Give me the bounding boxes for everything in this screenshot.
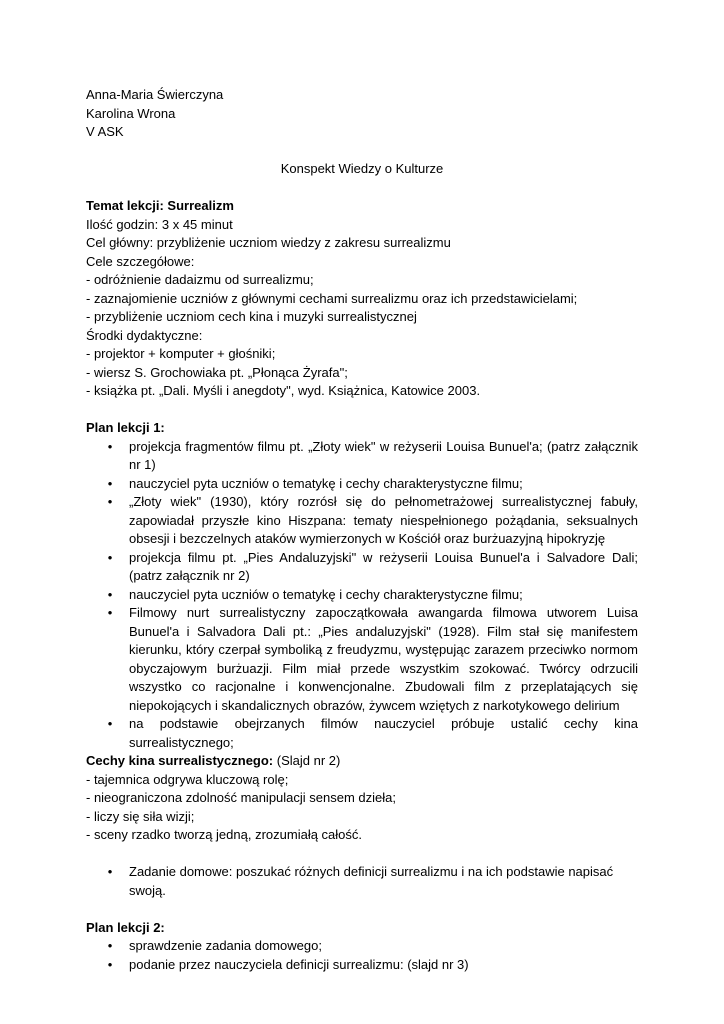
- features-heading-line: [86, 752, 638, 771]
- document-page: [86, 86, 638, 974]
- main-goal: Cel główny: przybliżenie uczniom wiedzy z zakresu surrealizmu: [86, 235, 451, 250]
- goal-item: - odróżnienie dadaizmu od surrealizmu;: [86, 272, 314, 287]
- feature-item: - liczy się siła wizji;: [86, 808, 195, 824]
- means-item: - wiersz S. Grochowiaka pt. „Płonąca Żyrafa";: [86, 364, 348, 380]
- list-item-text: nauczyciel pyta uczniów o tematykę i cechy charakterystyczne filmu;: [129, 475, 523, 491]
- feature-item: - nieograniczona zdolność manipulacji sensem dzieła;: [86, 790, 397, 805]
- list-item-text: sprawdzenie zadania domowego;: [129, 938, 322, 953]
- homework-text: Zadanie domowe: poszukać różnych definicji surrealizmu i na ich podstawie napisać swoją.: [129, 864, 614, 898]
- list-item: [86, 604, 638, 715]
- list-item-text: Filmowy nurt surrealistyczny zapoczątkowała awangarda filmowa utworem Luisa Bunuel'a i Salvadora Dali pt.: „Pies andaluzyjski" (1928). Film stał się manifestem kierunku, który czerpał symboliką z freudyzmu, występując zarazem przeciwko normom obyczajowym burżuazji. Film miał przede wszystkim szokować. Twórcy odrzucili wszystko co racjonalne i konwencjonalne. Zbudowali film z przeplatających się niepokojących i skandalicznych obrazów, żywcem wziętych z narkotykowego delirium: [129, 605, 638, 713]
- features-heading: Cechy kina surrealistycznego:: [86, 753, 274, 768]
- bullet-icon: •: [107, 475, 113, 491]
- list-item: [86, 937, 638, 956]
- bullet-icon: •: [107, 864, 113, 879]
- features-slide-ref: (Slajd nr 2): [273, 753, 341, 768]
- list-item-text: podanie przez nauczyciela definicji surrealizmu: (slajd nr 3): [129, 956, 469, 972]
- plan-1-heading: Plan lekcji 1:: [86, 420, 165, 435]
- bullet-icon: •: [107, 586, 113, 602]
- bullet-icon: •: [107, 549, 113, 565]
- author-1: Anna-Maria Świerczyna: [86, 87, 224, 102]
- bullet-icon: •: [107, 605, 113, 620]
- list-item-text: „Złoty wiek" (1930), który rozrósł się do pełnometrażowej surrealistycznej fabuły, zapowiadał przyszłe kino Hiszpana: tematy niespełnionego pożądania, seksualnych obsesji i bezczelnych ataków wymierzonych w Kościół oraz burżuazyjną hipokryzję: [129, 494, 638, 546]
- list-item: [86, 715, 638, 752]
- goal-item: - przybliżenie uczniom cech kina i muzyki surrealistycznej: [86, 309, 417, 324]
- feature-item: - tajemnica odgrywa kluczową rolę;: [86, 771, 289, 787]
- list-item: [86, 493, 638, 549]
- means-label: Środki dydaktyczne:: [86, 327, 203, 343]
- lesson-topic: Temat lekcji: Surrealizm: [86, 198, 234, 213]
- list-item: [86, 475, 638, 494]
- bullet-icon: •: [107, 438, 113, 454]
- plan-1-list: [86, 438, 638, 753]
- goal-item: - zaznajomienie uczniów z głównymi cechami surrealizmu oraz ich przedstawicielami;: [86, 290, 578, 306]
- class-name: V ASK: [86, 124, 124, 139]
- bullet-icon: •: [107, 938, 113, 953]
- plan-2-heading: Plan lekcji 2:: [86, 919, 165, 935]
- bullet-icon: •: [107, 716, 113, 731]
- list-item-text: projekcja fragmentów filmu pt. „Złoty wiek" w reżyserii Louisa Bunuel'a; (patrz załącznik nr 1): [129, 438, 638, 472]
- document-title: Konspekt Wiedzy o Kulturze: [280, 161, 444, 176]
- means-item: - książka pt. „Dali. Myśli i anegdoty", wyd. Książnica, Katowice 2003.: [86, 383, 481, 398]
- list-item: [86, 438, 638, 475]
- author-2: Karolina Wrona: [86, 105, 176, 121]
- list-item: [86, 956, 638, 975]
- means-item: - projektor + komputer + głośniki;: [86, 346, 276, 361]
- lesson-hours: Ilość godzin: 3 x 45 minut: [86, 216, 233, 232]
- plan-2-list: [86, 937, 638, 974]
- list-item-text: nauczyciel pyta uczniów o tematykę i cechy charakterystyczne filmu;: [129, 586, 523, 602]
- bullet-icon: •: [107, 956, 113, 972]
- list-item: [86, 549, 638, 586]
- list-item: [86, 586, 638, 605]
- list-item-text: projekcja filmu pt. „Pies Andaluzyjski" w reżyserii Louisa Bunuel'a i Salvadore Dali; (patrz załącznik nr 2): [129, 549, 638, 583]
- homework-list: [86, 863, 638, 900]
- feature-item: - sceny rzadko tworzą jedną, zrozumiałą całość.: [86, 827, 363, 842]
- homework-item: [86, 863, 638, 900]
- list-item-text: na podstawie obejrzanych filmów nauczyciel próbuje ustalić cechy kina surrealistycznego;: [129, 716, 638, 750]
- bullet-icon: •: [107, 494, 113, 509]
- goals-label: Cele szczegółowe:: [86, 253, 195, 269]
